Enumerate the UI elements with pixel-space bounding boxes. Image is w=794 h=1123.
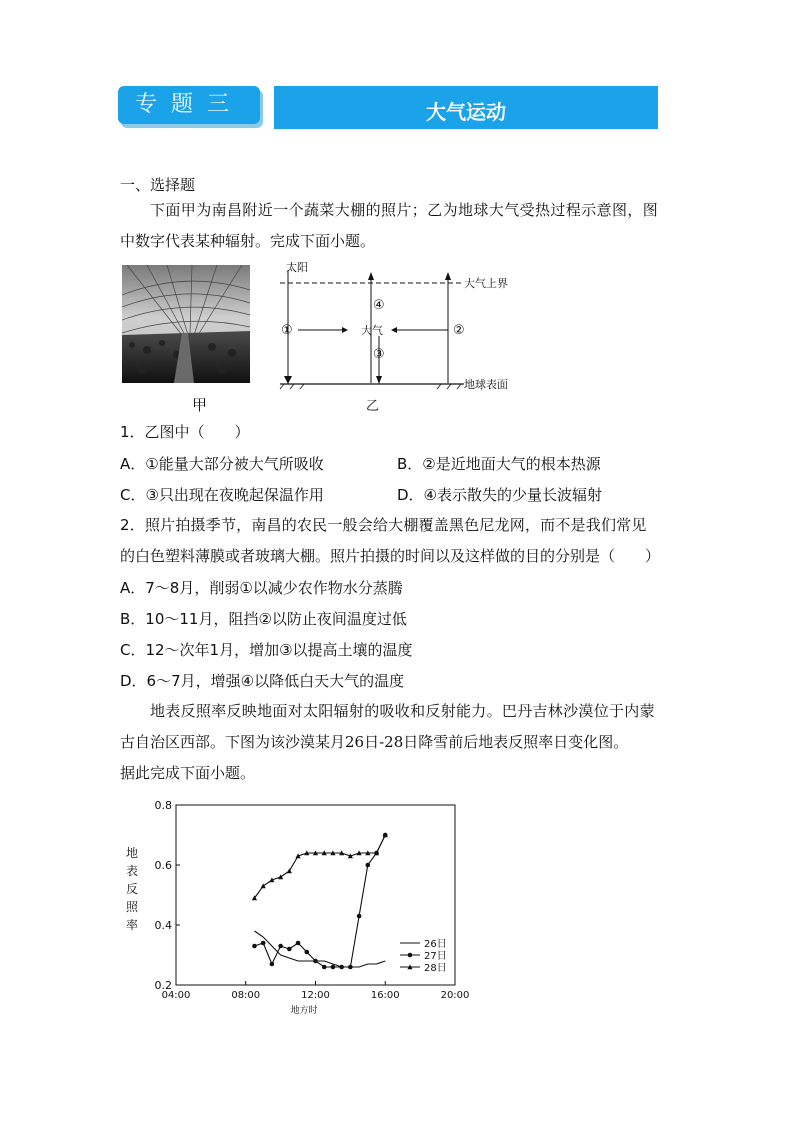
label-surface: 地球表面 bbox=[464, 378, 508, 391]
surface-hatch bbox=[280, 384, 461, 389]
y-tick-label-3: 0.8 bbox=[154, 799, 172, 812]
intro1-line2: 中数字代表某种辐射。完成下面小题。 bbox=[120, 232, 376, 250]
series-1-point-5 bbox=[296, 941, 301, 946]
x-tick-label-4: 20:00 bbox=[440, 990, 470, 1001]
q2-option-d[interactable]: D．6～7月，增强④以降低白天大气的温度 bbox=[120, 672, 405, 690]
series-1-point-13 bbox=[366, 863, 371, 868]
atmosphere-heating-diagram bbox=[276, 258, 516, 416]
ylabel-char-2: 反 bbox=[125, 882, 139, 896]
intro2-line1: 地表反照率反映地面对太阳辐射的吸收和反射能力。巴丹吉林沙漠位于内蒙 bbox=[150, 702, 655, 720]
label-n2: ② bbox=[453, 323, 465, 338]
chart-ylabel bbox=[126, 845, 139, 932]
series-2-point-4 bbox=[287, 868, 292, 873]
figure-a-caption: 甲 bbox=[192, 396, 208, 414]
series-1-point-3 bbox=[278, 944, 283, 949]
q1-option-c[interactable]: C．③只出现在夜晚起保温作用 bbox=[120, 486, 324, 504]
ylabel-char-0: 地 bbox=[125, 846, 139, 860]
series-1-point-7 bbox=[313, 959, 318, 964]
topic-tag-label: 专题三 bbox=[134, 92, 243, 117]
x-tick-label-2: 12:00 bbox=[301, 990, 330, 1001]
q2-stem-line1: 2．照片拍摄季节，南昌的农民一般会给大棚覆盖黑色尼龙网，而不是我们常见 bbox=[120, 516, 647, 534]
topic-title-bar bbox=[274, 86, 658, 129]
chart-ticks bbox=[155, 799, 470, 1001]
label-n3: ③ bbox=[373, 347, 385, 362]
series-1-point-1 bbox=[261, 941, 266, 946]
legend-label-2: 28日 bbox=[424, 963, 447, 974]
series-1-point-10 bbox=[339, 965, 344, 970]
intro2-line2: 古自治区西部。下图为该沙漠某月26日-28日降雪前后地表反照率日变化图。 bbox=[120, 733, 629, 751]
legend-marker-1 bbox=[408, 953, 413, 958]
q2-stem-line2: 的白色塑料薄膜或者玻璃大棚。照片拍摄的时间以及这样做的目的分别是（ ） bbox=[120, 547, 661, 565]
chart-series bbox=[252, 832, 388, 969]
y-tick-label-1: 0.4 bbox=[154, 919, 172, 932]
x-tick-label-1: 08:00 bbox=[231, 990, 261, 1001]
series-1-point-6 bbox=[304, 950, 309, 955]
series-line-2 bbox=[255, 835, 386, 898]
albedo-chart bbox=[110, 795, 490, 1020]
q2-option-b[interactable]: B．10～11月，阻挡②以防止夜间温度过低 bbox=[120, 610, 407, 628]
figure-b-caption: 乙 bbox=[366, 399, 380, 414]
chart-axes bbox=[176, 805, 455, 985]
arrow-3-head bbox=[376, 376, 382, 384]
greenhouse-photo bbox=[122, 265, 250, 383]
arrow-to-atmosphere-right-head bbox=[391, 327, 397, 333]
arrow-1-head bbox=[284, 376, 292, 384]
series-1-point-0 bbox=[252, 944, 257, 949]
arrow-to-atmosphere-left-head bbox=[342, 327, 348, 333]
ylabel-char-4: 率 bbox=[125, 918, 139, 932]
series-1-point-4 bbox=[287, 947, 292, 952]
q1-stem: 1．乙图中（ ） bbox=[120, 423, 250, 441]
ylabel-char-1: 表 bbox=[125, 864, 139, 878]
label-atmosphere: 大气 bbox=[361, 324, 383, 337]
plot-frame bbox=[176, 805, 455, 985]
intro1-line1: 下面甲为南昌附近一个蔬菜大棚的照片；乙为地球大气受热过程示意图，图 bbox=[150, 201, 659, 219]
arrow-4-head bbox=[368, 272, 374, 280]
y-tick-label-0: 0.2 bbox=[154, 979, 172, 992]
legend-label-0: 26日 bbox=[424, 939, 447, 950]
intro2-line3: 据此完成下面小题。 bbox=[120, 764, 256, 782]
label-top-boundary: 大气上界 bbox=[464, 277, 508, 290]
q2-option-c[interactable]: C．12～次年1月，增加③以提高土壤的温度 bbox=[120, 641, 413, 659]
x-tick-label-3: 16:00 bbox=[370, 990, 400, 1001]
q1-option-d[interactable]: D．④表示散失的少量长波辐射 bbox=[397, 486, 602, 504]
q1-option-b[interactable]: B．②是近地面大气的根本热源 bbox=[397, 455, 601, 473]
series-1-point-2 bbox=[270, 962, 275, 967]
series-1-point-8 bbox=[322, 965, 327, 970]
series-1-point-12 bbox=[357, 914, 362, 919]
chart-legend bbox=[400, 938, 447, 974]
series-1-point-9 bbox=[331, 965, 336, 970]
x-tick-label-0: 04:00 bbox=[161, 990, 191, 1001]
ylabel-char-3: 照 bbox=[125, 900, 139, 914]
label-n4: ④ bbox=[373, 298, 385, 313]
series-1-point-11 bbox=[348, 965, 353, 970]
topic-title: 大气运动 bbox=[426, 100, 506, 124]
q2-option-a[interactable]: A．7～8月，削弱①以减少农作物水分蒸腾 bbox=[120, 579, 403, 597]
label-sun: 太阳 bbox=[286, 261, 308, 274]
legend-label-1: 27日 bbox=[424, 951, 447, 962]
chart-xlabel: 地方时 bbox=[290, 1006, 318, 1016]
arrow-2-head bbox=[445, 272, 451, 280]
label-n1: ① bbox=[281, 323, 293, 338]
y-tick-label-2: 0.6 bbox=[154, 859, 172, 872]
series-line-0 bbox=[255, 931, 386, 967]
topic-tag bbox=[118, 86, 260, 124]
q1-option-a[interactable]: A．①能量大部分被大气所吸收 bbox=[120, 455, 324, 473]
section-heading: 一、选择题 bbox=[120, 176, 196, 194]
